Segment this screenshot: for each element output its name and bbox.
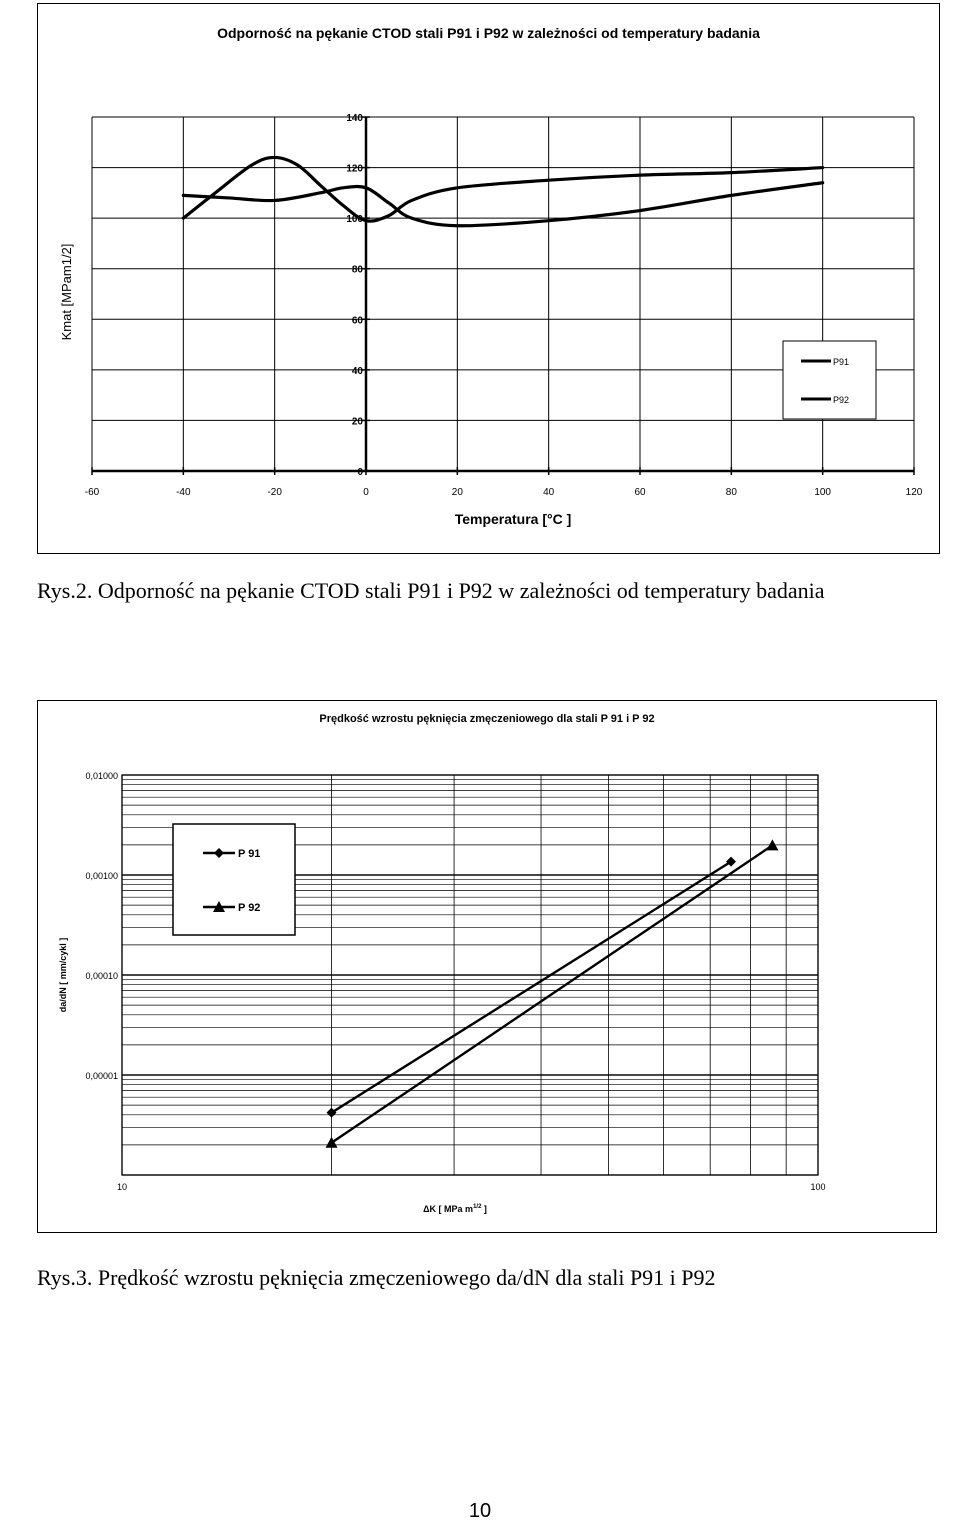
y-tick-label: 120 <box>346 163 363 175</box>
y-tick-label: 140 <box>346 113 363 124</box>
x-tick-label: 10 <box>116 1182 128 1192</box>
chart-1-title: Odporność na pękanie CTOD stali P91 i P92 w zależności od temperatury badania <box>217 25 760 41</box>
legend-label: P 92 <box>238 902 261 914</box>
y-tick-label: 0,00100 <box>85 871 118 881</box>
page-number: 10 <box>468 1500 492 1522</box>
y-axis-title: da/dN [ mm/cykl ] <box>58 937 68 1013</box>
x-tick-label: 20 <box>451 487 463 498</box>
x-tick-label: 60 <box>634 487 646 498</box>
legend-box <box>783 341 876 419</box>
x-axis-title: Temperatura [°C ] <box>454 511 572 527</box>
figure-1-frame <box>37 3 940 554</box>
data-point-marker <box>326 1137 338 1148</box>
x-tick-label: -60 <box>84 487 100 498</box>
y-tick-label: 20 <box>351 416 363 428</box>
x-tick-label: 40 <box>543 487 555 498</box>
x-axis-title-end: ] <box>481 1204 487 1214</box>
y-axis-title: Kmat [MPam1/2] <box>59 243 74 341</box>
x-tick-label: -20 <box>267 487 282 498</box>
legend-box <box>173 824 295 935</box>
x-tick-label: 0 <box>363 487 369 498</box>
series-line-p92 <box>332 845 773 1142</box>
y-tick-label: 0,01000 <box>85 771 118 781</box>
x-tick-label: -40 <box>176 487 191 498</box>
series-line-p92 <box>183 183 822 226</box>
figure-2-caption: Rys.3. Prędkość wzrostu pęknięcia zmęczeniowego da/dN dla stali P91 i P92 <box>37 1265 716 1290</box>
x-axis-title <box>423 1204 487 1214</box>
x-axis-title-superscript: 1/2 <box>473 1204 482 1210</box>
legend-label: P91 <box>833 357 850 367</box>
legend-label: P92 <box>833 395 850 405</box>
y-tick-label: 0 <box>357 467 363 478</box>
y-tick-label: 0,00010 <box>85 971 118 981</box>
y-tick-label: 60 <box>351 315 363 327</box>
x-tick-label: 100 <box>810 1182 826 1192</box>
x-tick-label: 120 <box>905 487 923 498</box>
x-axis-title-main: ΔK [ MPa m <box>423 1204 474 1214</box>
x-tick-label: 100 <box>814 487 832 498</box>
y-tick-label: 80 <box>351 264 363 276</box>
y-tick-label: 40 <box>351 365 363 377</box>
x-tick-label: 80 <box>725 487 737 498</box>
series-line-p91 <box>183 157 822 221</box>
chart-1-plot <box>38 4 941 555</box>
chart-2-title: Prędkość wzrostu pęknięcia zmęczeniowego dla stali P 91 i P 92 <box>319 713 655 725</box>
chart-2-plot <box>38 701 938 1234</box>
legend-label: P 91 <box>238 848 261 860</box>
y-tick-label: 0,00001 <box>85 1071 118 1081</box>
figure-1-caption: Rys.2. Odporność na pękanie CTOD stali P91 i P92 w zależności od temperatury badania <box>37 578 825 603</box>
y-tick-label: 100 <box>346 214 363 226</box>
figure-2-frame <box>37 700 937 1233</box>
